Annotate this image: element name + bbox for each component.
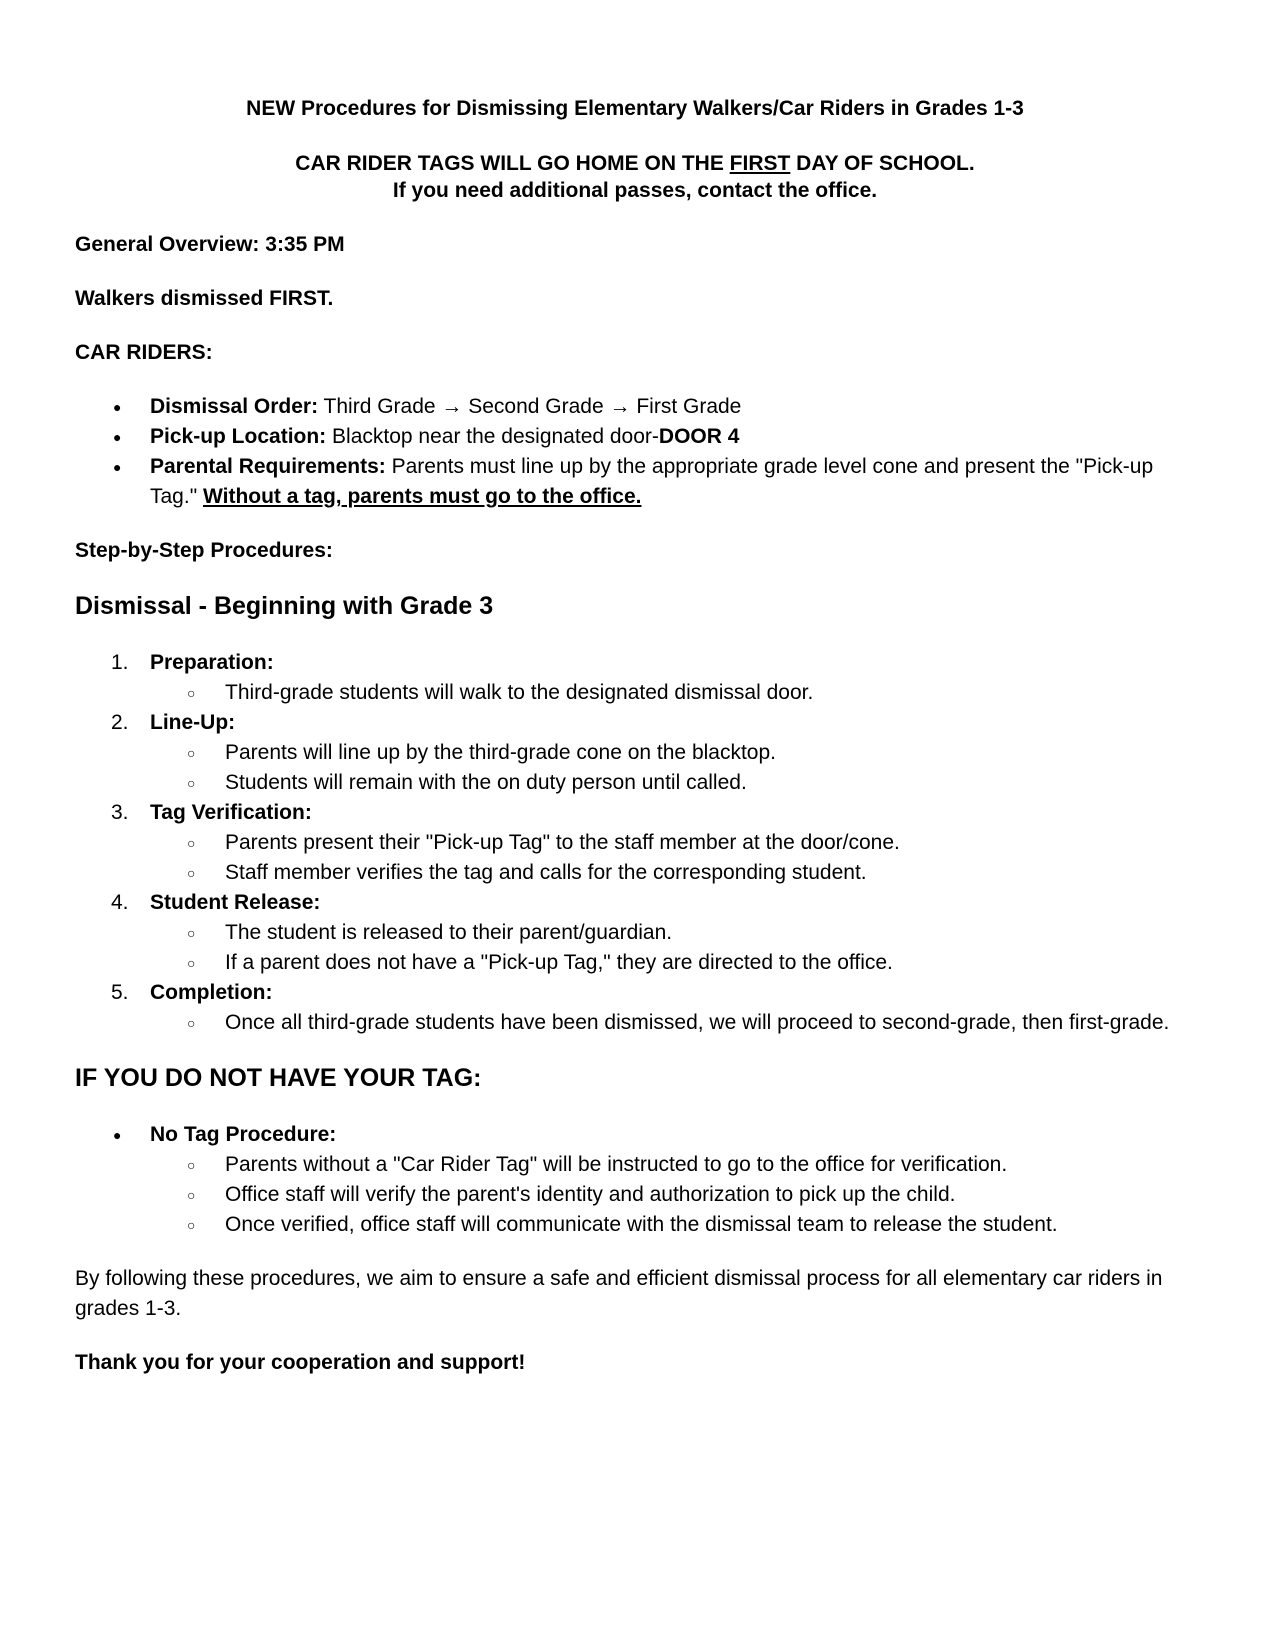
- sub-item: ○ Parents without a "Car Rider Tag" will be instructed to go to the office for verification.: [150, 1150, 1195, 1180]
- sub-item: ○ The student is released to their parent/guardian.: [150, 918, 1195, 948]
- tag-notice-line1: CAR RIDER TAGS WILL GO HOME ON THE FIRST DAY OF SCHOOL.: [295, 152, 975, 175]
- circle-bullet-icon: ○: [187, 1157, 196, 1173]
- circle-bullet-icon: ○: [187, 1015, 196, 1031]
- closing-paragraph: By following these procedures, we aim to ensure a safe and efficient dismissal process for all elementary car riders in grades 1-3.: [75, 1267, 1163, 1320]
- step-label: Preparation:: [150, 651, 274, 674]
- sub-item: ○ Staff member verifies the tag and calls for the corresponding student.: [150, 858, 1195, 888]
- circle-bullet-icon: ○: [187, 835, 196, 851]
- step-label: Tag Verification:: [150, 801, 312, 824]
- list-item-no-tag: ● No Tag Procedure: ○ Parents without a "Car Rider Tag" will be instructed to go to the office for verification. ○ Office staff will verify the parent's identity and authorization to pick up the child. ○ Once verified, office staff will communicate with the dismissal team to release the student.: [75, 1120, 1195, 1240]
- step-item: [75, 708, 1195, 798]
- step-number: 3.: [111, 801, 129, 824]
- step-label: Line-Up:: [150, 711, 236, 734]
- step-item: [75, 888, 1195, 978]
- bullet-icon: ●: [113, 1127, 122, 1143]
- step-number: 1.: [111, 651, 129, 674]
- step-number: 5.: [111, 981, 129, 1004]
- step-heading: Step-by-Step Procedures:: [75, 539, 333, 562]
- bullet-icon: ●: [113, 459, 122, 475]
- step-item: [75, 798, 1195, 888]
- walkers-line: Walkers dismissed FIRST.: [75, 287, 334, 310]
- bullet-icon: ●: [113, 429, 122, 445]
- car-riders-heading: CAR RIDERS:: [75, 341, 213, 364]
- sub-item: ○ Students will remain with the on duty person until called.: [150, 768, 1195, 798]
- step-item: [75, 978, 1195, 1038]
- sub-item: ○ Once verified, office staff will communicate with the dismissal team to release the student.: [150, 1210, 1195, 1240]
- list-item-parental-requirements: ● Parental Requirements: Parents must line up by the appropriate grade level cone and present the "Pick-up Tag." Without a tag, parents must go to the office.: [75, 452, 1195, 512]
- tag-notice: [75, 150, 1195, 204]
- sub-item: ○ Third-grade students will walk to the designated dismissal door.: [150, 678, 1195, 708]
- no-tag-heading: IF YOU DO NOT HAVE YOUR TAG:: [75, 1064, 482, 1092]
- step-item: [75, 648, 1195, 708]
- step-number: 2.: [111, 711, 129, 734]
- circle-bullet-icon: ○: [187, 1187, 196, 1203]
- circle-bullet-icon: ○: [187, 1217, 196, 1233]
- sub-item: ○ Office staff will verify the parent's identity and authorization to pick up the child.: [150, 1180, 1195, 1210]
- sub-item: ○ If a parent does not have a "Pick-up Tag," they are directed to the office.: [150, 948, 1195, 978]
- car-riders-list: [75, 392, 1195, 512]
- steps-list: [75, 648, 1195, 1038]
- general-overview: General Overview: 3:35 PM: [75, 233, 345, 256]
- no-tag-list: [75, 1120, 1195, 1240]
- tag-notice-line2: If you need additional passes, contact the office.: [392, 179, 878, 202]
- list-item-dismissal-order: ● Dismissal Order: Third Grade → Second Grade → First Grade: [75, 392, 1195, 422]
- office-warning: Without a tag, parents must go to the office.: [202, 485, 642, 508]
- step-label: Student Release:: [150, 891, 321, 914]
- step-label: Completion:: [150, 981, 273, 1004]
- circle-bullet-icon: ○: [187, 925, 196, 941]
- sub-item: ○ Parents present their "Pick-up Tag" to the staff member at the door/cone.: [150, 828, 1195, 858]
- circle-bullet-icon: ○: [187, 745, 196, 761]
- circle-bullet-icon: ○: [187, 685, 196, 701]
- circle-bullet-icon: ○: [187, 955, 196, 971]
- circle-bullet-icon: ○: [187, 775, 196, 791]
- bullet-icon: ●: [113, 399, 122, 415]
- step-number: 4.: [111, 891, 129, 914]
- sub-item: ○ Once all third-grade students have been dismissed, we will proceed to second-grade, then first-grade.: [150, 1008, 1195, 1038]
- sub-item: ○ Parents will line up by the third-grade cone on the blacktop.: [150, 738, 1195, 768]
- document-page: [75, 96, 1195, 1402]
- thank-you: Thank you for your cooperation and support!: [75, 1351, 526, 1374]
- circle-bullet-icon: ○: [187, 865, 196, 881]
- first-underlined: FIRST: [729, 152, 791, 175]
- list-item-pickup-location: ● Pick-up Location: Blacktop near the designated door-DOOR 4: [75, 422, 1195, 452]
- document-title: NEW Procedures for Dismissing Elementary Walkers/Car Riders in Grades 1-3: [246, 97, 1024, 120]
- dismissal-heading: Dismissal - Beginning with Grade 3: [75, 592, 494, 620]
